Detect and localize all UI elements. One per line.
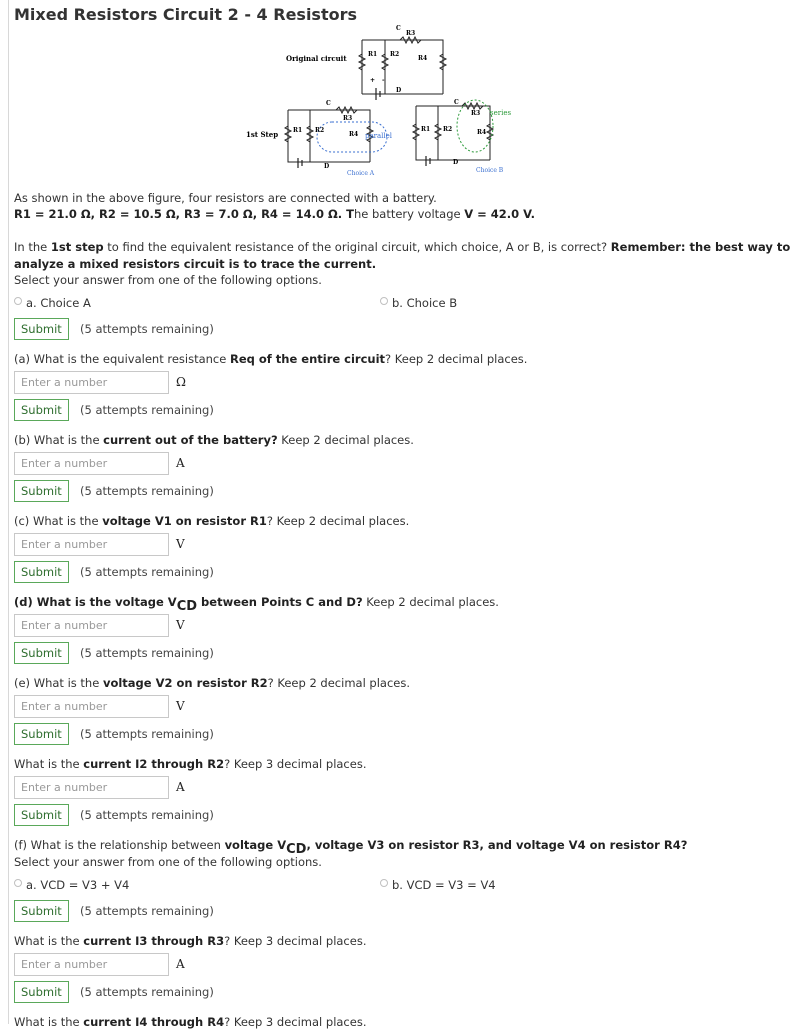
intro-values: R1 = 21.0 Ω, R2 = 10.5 Ω, R3 = 7.0 Ω, R4 = 14.0 Ω. The battery voltage V = 42.0 V. [14,207,535,221]
svg-text:R1: R1 [293,127,303,134]
question-c: (c) What is the voltage V1 on resistor R1? Keep 2 decimal places. [14,514,410,528]
option-f-b[interactable]: b. VCD = V3 = V4 [380,878,496,892]
svg-text:+: + [370,77,376,84]
answer-input-i3[interactable] [14,953,169,976]
submit-button-step[interactable]: Submit [14,318,69,340]
submit-button-i3[interactable]: Submit [14,981,69,1003]
attempts-i2: (5 attempts remaining) [80,808,214,822]
question-d: (d) What is the voltage VCD between Points C and D? Keep 2 decimal places. [14,595,499,614]
circuit-figure [240,22,530,182]
option-f-a[interactable]: a. VCD = V3 + V4 [14,878,129,892]
question-b: (b) What is the current out of the battery? Keep 2 decimal places. [14,433,414,447]
answer-input-b[interactable] [14,452,169,475]
original-circuit [286,25,446,100]
svg-text:R4: R4 [477,129,487,136]
submit-button-i2[interactable]: Submit [14,804,69,826]
svg-text:R2: R2 [443,126,453,133]
question-i2: What is the current I2 through R2? Keep 3 decimal places. [14,757,367,771]
unit-i3: A [176,957,185,971]
attempts-c: (5 attempts remaining) [80,565,214,579]
unit-d: V [176,618,185,632]
parallel-label: parallel [365,132,393,140]
answer-input-a[interactable] [14,371,169,394]
intro-text: As shown in the above figure, four resistors are connected with a battery. [14,191,437,205]
attempts-d: (5 attempts remaining) [80,646,214,660]
page-title: Mixed Resistors Circuit 2 - 4 Resistors [14,5,357,24]
svg-text:D: D [453,159,459,166]
question-e: (e) What is the voltage V2 on resistor R2? Keep 2 decimal places. [14,676,411,690]
select-instruction: Select your answer from one of the following options. [14,273,322,287]
choice-b-circuit [413,99,511,174]
step-question: In the 1st step to find the equivalent resistance of the original circuit, which choice, A or B, is correct? Remember: the best way to [14,240,790,254]
svg-text:C: C [326,100,331,107]
submit-button-e[interactable]: Submit [14,723,69,745]
svg-text:C: C [454,99,459,106]
submit-button-a[interactable]: Submit [14,399,69,421]
svg-text:R1: R1 [421,126,431,133]
first-step-label: 1st Step [246,130,279,139]
unit-i2: A [176,780,185,794]
radio-b[interactable] [380,297,388,305]
choice-b-label: Choice B [476,167,504,174]
answer-input-i2[interactable] [14,776,169,799]
svg-text:R2: R2 [390,51,400,58]
submit-button-b[interactable]: Submit [14,480,69,502]
question-i3: What is the current I3 through R3? Keep 3 decimal places. [14,934,367,948]
original-circuit-label: Original circuit [286,54,347,63]
step-question-cont: analyze a mixed resistors circuit is to trace the current. [14,257,377,271]
submit-button-c[interactable]: Submit [14,561,69,583]
svg-text:R4: R4 [418,55,428,62]
svg-text:D: D [324,163,330,170]
answer-input-c[interactable] [14,533,169,556]
select-instruction-f: Select your answer from one of the following options. [14,855,322,869]
svg-text:R3: R3 [471,110,481,117]
unit-e: V [176,699,185,713]
answer-input-d[interactable] [14,614,169,637]
svg-text:C: C [396,25,401,32]
radio-a[interactable] [14,297,22,305]
svg-text:R1: R1 [368,51,378,58]
choice-a-circuit [246,100,393,177]
attempts-e: (5 attempts remaining) [80,727,214,741]
answer-input-e[interactable] [14,695,169,718]
series-label: series [490,109,512,117]
svg-text:R2: R2 [315,127,325,134]
option-choice-a[interactable]: a. Choice A [14,296,91,310]
svg-text:-: - [382,77,385,84]
svg-text:D: D [396,87,402,94]
option-choice-b[interactable]: b. Choice B [380,296,457,310]
svg-text:R3: R3 [343,115,353,122]
attempts-step: (5 attempts remaining) [80,322,214,336]
attempts-b: (5 attempts remaining) [80,484,214,498]
question-a: (a) What is the equivalent resistance Req of the entire circuit? Keep 2 decimal places. [14,352,528,366]
unit-c: V [176,537,185,551]
svg-text:R3: R3 [406,30,416,37]
question-i4: What is the current I4 through R4? Keep 3 decimal places. [14,1015,367,1029]
unit-a: Ω [176,375,186,389]
attempts-i3: (5 attempts remaining) [80,985,214,999]
attempts-f: (5 attempts remaining) [80,904,214,918]
question-f: (f) What is the relationship between voltage VCD, voltage V3 on resistor R3, and voltage V4 on resistor R4? [14,838,688,857]
radio-f-a[interactable] [14,879,22,887]
submit-button-d[interactable]: Submit [14,642,69,664]
svg-text:R4: R4 [349,131,359,138]
submit-button-f[interactable]: Submit [14,900,69,922]
radio-f-b[interactable] [380,879,388,887]
unit-b: A [176,456,185,470]
attempts-a: (5 attempts remaining) [80,403,214,417]
choice-a-label: Choice A [347,170,375,177]
